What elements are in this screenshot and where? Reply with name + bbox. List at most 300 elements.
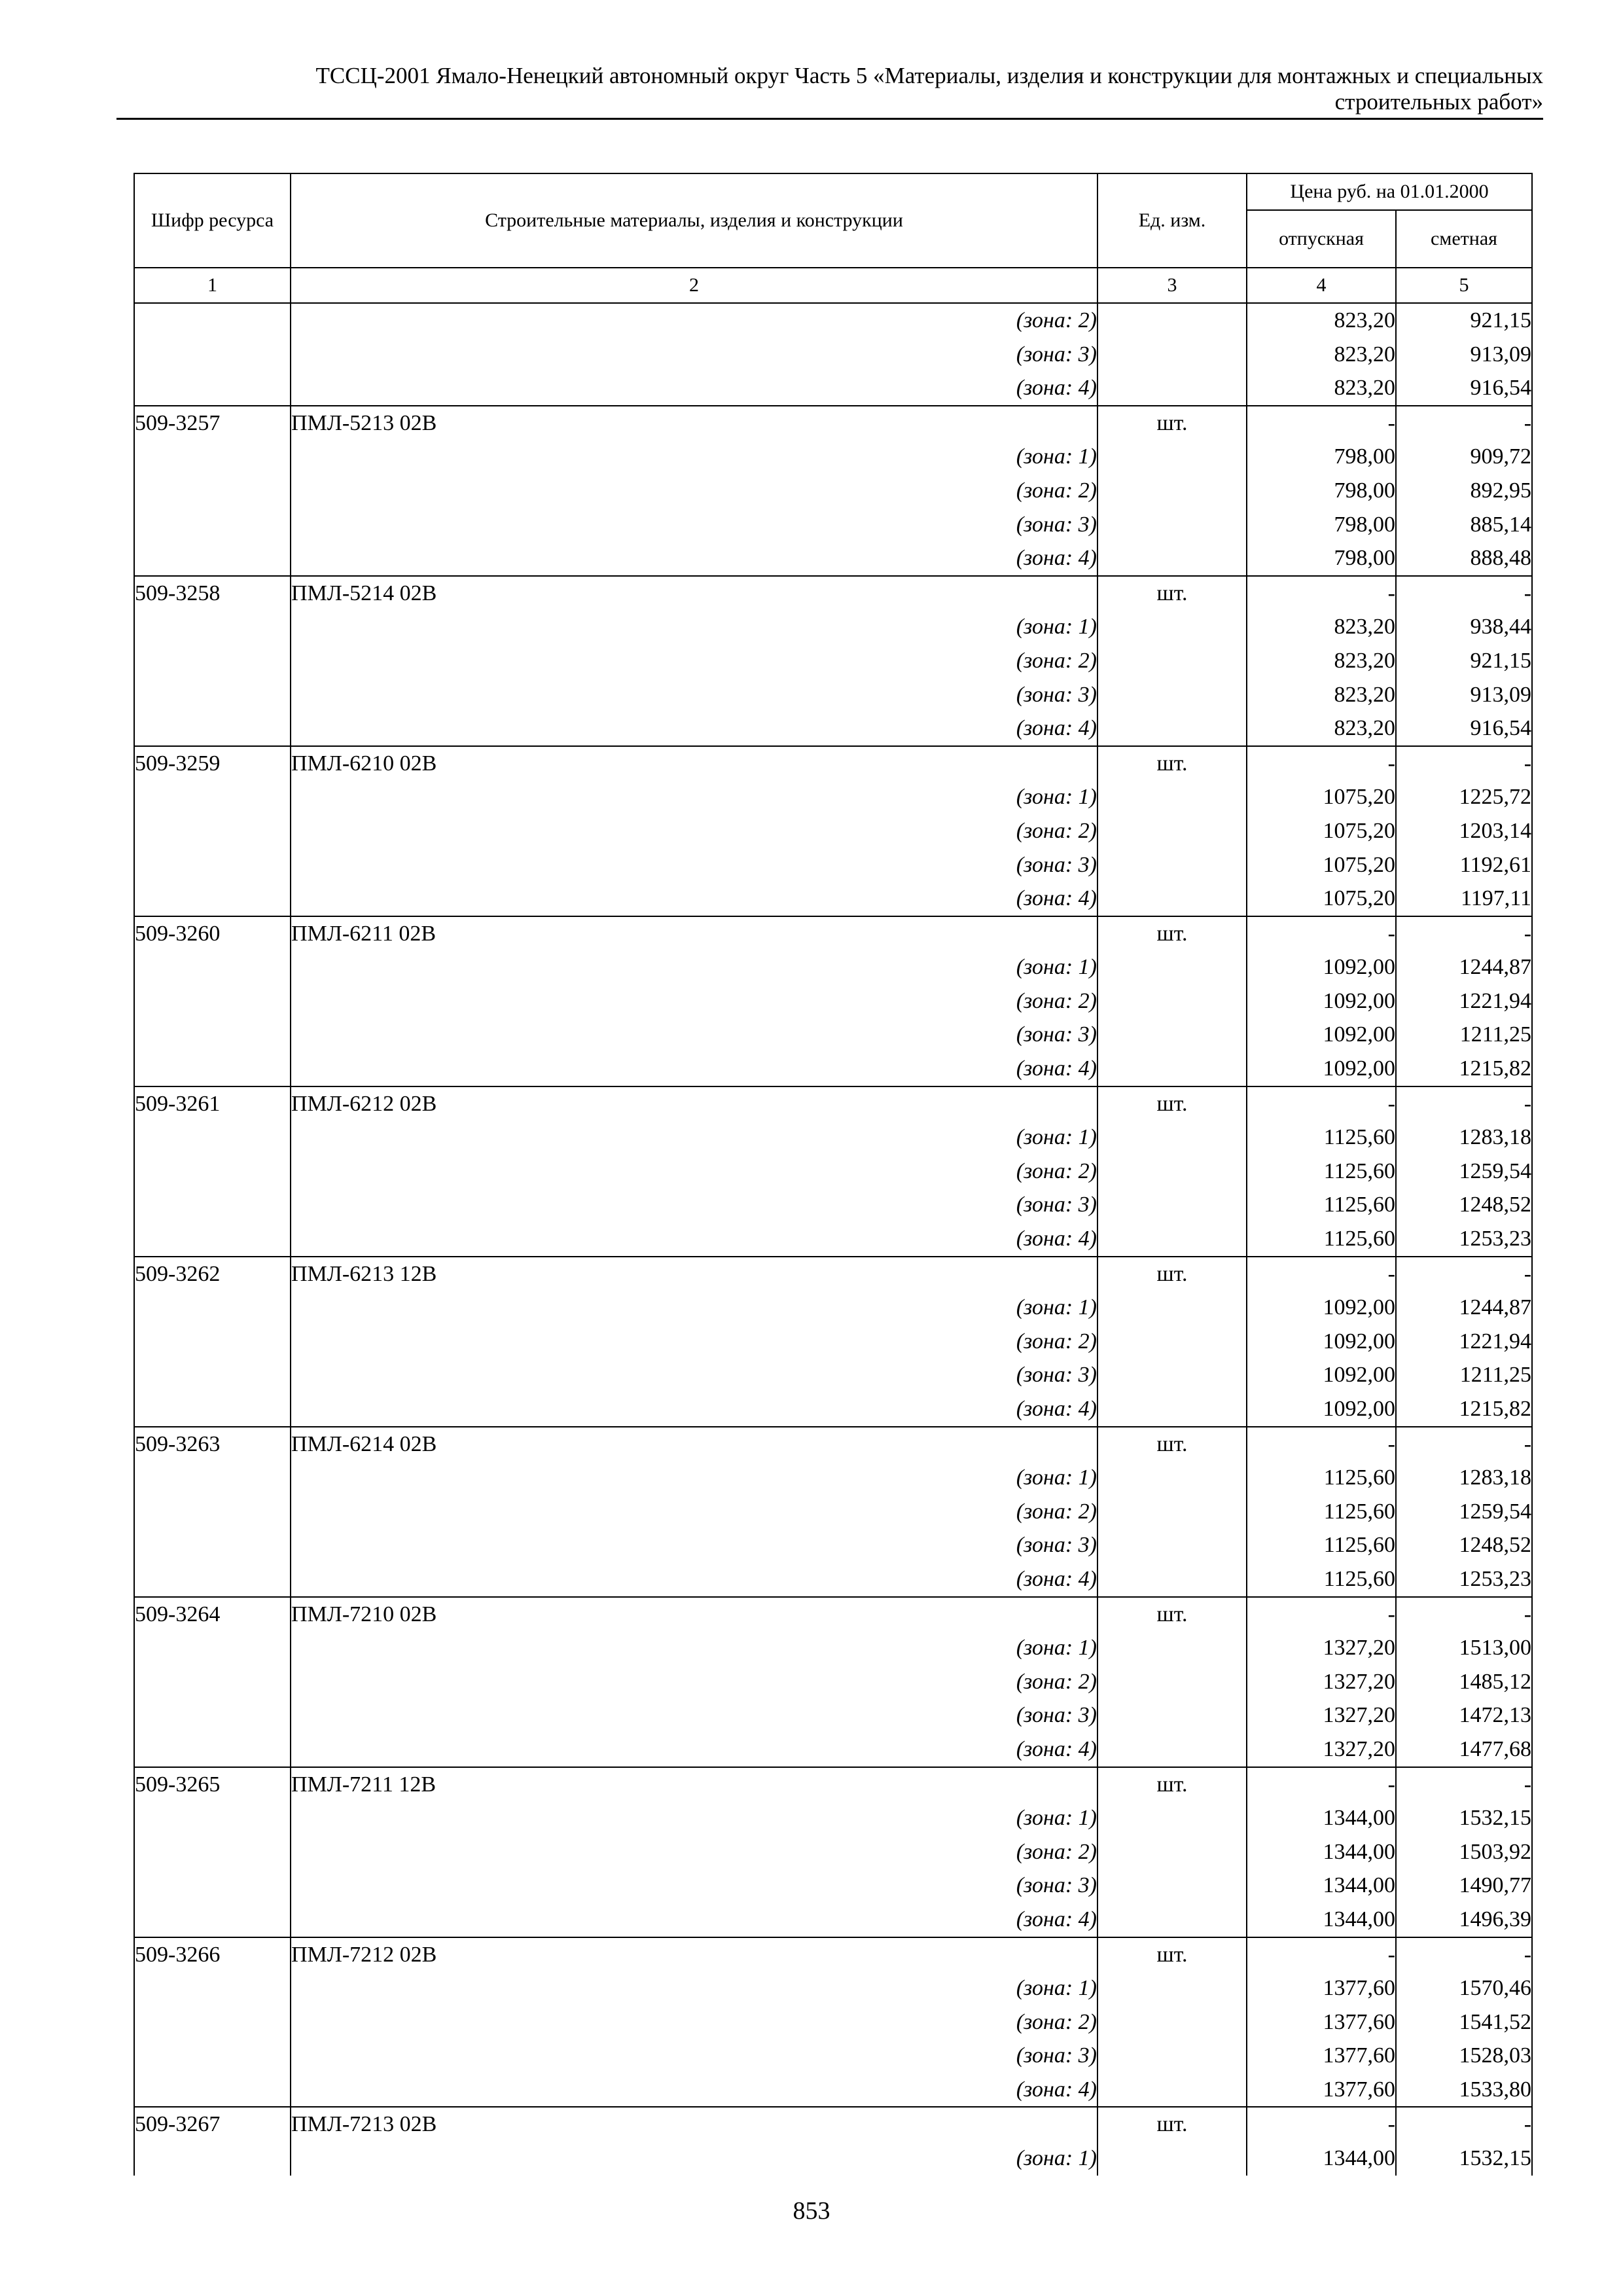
estimate-price: 1541,52 <box>1396 2005 1532 2039</box>
resource-code-cell <box>134 814 291 848</box>
release-price: 1092,00 <box>1247 984 1396 1018</box>
release-price: 798,00 <box>1247 440 1396 474</box>
resource-code-cell <box>134 1835 291 1869</box>
zone-label: (зона: 4) <box>291 1732 1097 1767</box>
release-price: - <box>1247 1257 1396 1291</box>
zone-row <box>134 303 1532 338</box>
release-price: 1125,60 <box>1247 1222 1396 1257</box>
resource-code-cell <box>134 2039 291 2073</box>
zone-label: (зона: 3) <box>291 1698 1097 1732</box>
unit-cell <box>1097 303 1247 338</box>
estimate-price: 1248,52 <box>1396 1528 1532 1562</box>
zone-label: (зона: 2) <box>291 984 1097 1018</box>
resource-code: 509-3258 <box>134 576 291 611</box>
release-price: 1092,00 <box>1247 1052 1396 1086</box>
estimate-price: 1248,52 <box>1396 1188 1532 1222</box>
unit-cell <box>1097 2142 1247 2176</box>
release-price: 1125,60 <box>1247 1188 1396 1222</box>
zone-row <box>134 1222 1532 1257</box>
release-price: - <box>1247 1086 1396 1121</box>
release-price: 1377,60 <box>1247 2005 1396 2039</box>
release-price: 1092,00 <box>1247 950 1396 984</box>
release-price: - <box>1247 1597 1396 1632</box>
unit-cell <box>1097 2073 1247 2108</box>
estimate-price: 885,14 <box>1396 508 1532 542</box>
zone-row <box>134 1495 1532 1529</box>
unit-cell <box>1097 1631 1247 1665</box>
release-price: - <box>1247 916 1396 951</box>
zone-row <box>134 1291 1532 1325</box>
resource-code: 509-3265 <box>134 1767 291 1802</box>
estimate-price: 1211,25 <box>1396 1018 1532 1052</box>
resource-code-cell <box>134 1528 291 1562</box>
col-number-4: 4 <box>1247 268 1396 303</box>
zone-row <box>134 780 1532 814</box>
zone-label: (зона: 3) <box>291 1018 1097 1052</box>
zone-label: (зона: 4) <box>291 1222 1097 1257</box>
zone-row <box>134 1188 1532 1222</box>
resource-code-cell <box>134 1495 291 1529</box>
release-price: 1125,60 <box>1247 1461 1396 1495</box>
estimate-price: 1490,77 <box>1396 1869 1532 1903</box>
unit-cell <box>1097 1903 1247 1937</box>
zone-row <box>134 541 1532 576</box>
zone-row <box>134 1801 1532 1835</box>
col-number-3: 3 <box>1097 268 1247 303</box>
release-price: 1377,60 <box>1247 1971 1396 2005</box>
zone-label: (зона: 1) <box>291 610 1097 644</box>
zone-label: (зона: 2) <box>291 1155 1097 1189</box>
zone-label: (зона: 2) <box>291 2005 1097 2039</box>
zone-row <box>134 984 1532 1018</box>
zone-row <box>134 1698 1532 1732</box>
estimate-price: 1211,25 <box>1396 1358 1532 1392</box>
release-price: 798,00 <box>1247 541 1396 576</box>
zone-label: (зона: 4) <box>291 1052 1097 1086</box>
release-price: 1075,20 <box>1247 814 1396 848</box>
zone-row <box>134 1461 1532 1495</box>
zone-label: (зона: 1) <box>291 950 1097 984</box>
estimate-price: - <box>1396 1767 1532 1802</box>
unit-cell <box>1097 1698 1247 1732</box>
zone-label: (зона: 1) <box>291 1971 1097 2005</box>
material-name: ПМЛ-7210 02В <box>291 1597 1097 1632</box>
unit-cell <box>1097 1835 1247 1869</box>
zone-row <box>134 1631 1532 1665</box>
zone-row <box>134 1392 1532 1427</box>
unit-cell <box>1097 678 1247 712</box>
resource-code-cell <box>134 1392 291 1427</box>
zone-label: (зона: 4) <box>291 1903 1097 1937</box>
release-price: - <box>1247 576 1396 611</box>
resource-code-cell <box>134 610 291 644</box>
resource-code-cell <box>134 1698 291 1732</box>
zone-label: (зона: 4) <box>291 711 1097 746</box>
zone-row <box>134 1052 1532 1086</box>
resource-code-cell <box>134 984 291 1018</box>
zone-label: (зона: 1) <box>291 1291 1097 1325</box>
unit-cell <box>1097 1052 1247 1086</box>
header-title-line1: ТССЦ-2001 Ямало-Ненецкий автономный округ Часть 5 «Материалы, изделия и конструкции для монтажных и специальных <box>315 63 1543 88</box>
resource-code-cell <box>134 1732 291 1767</box>
zone-row <box>134 508 1532 542</box>
zone-label: (зона: 2) <box>291 1665 1097 1699</box>
resource-code-cell <box>134 1631 291 1665</box>
release-price: 1377,60 <box>1247 2039 1396 2073</box>
item-row <box>134 1767 1532 1802</box>
unit-cell <box>1097 1325 1247 1359</box>
release-price: 1327,20 <box>1247 1665 1396 1699</box>
zone-label: (зона: 4) <box>291 2073 1097 2108</box>
estimate-price: 1221,94 <box>1396 1325 1532 1359</box>
release-price: 798,00 <box>1247 508 1396 542</box>
resource-code-cell <box>134 1222 291 1257</box>
zone-label: (зона: 3) <box>291 848 1097 882</box>
estimate-price: 1221,94 <box>1396 984 1532 1018</box>
item-row <box>134 1937 1532 1972</box>
col-code-header: Шифр ресурса <box>134 173 291 268</box>
zone-label: (зона: 3) <box>291 1869 1097 1903</box>
unit-of-measure: шт. <box>1097 1597 1247 1632</box>
unit-cell <box>1097 1801 1247 1835</box>
zone-row <box>134 644 1532 678</box>
zone-label: (зона: 3) <box>291 678 1097 712</box>
unit-cell <box>1097 541 1247 576</box>
material-name: ПМЛ-5214 02В <box>291 576 1097 611</box>
estimate-price: 1503,92 <box>1396 1835 1532 1869</box>
material-name: ПМЛ-6211 02В <box>291 916 1097 951</box>
price-table <box>134 173 1533 2176</box>
zone-row <box>134 440 1532 474</box>
release-price: 1344,00 <box>1247 1835 1396 1869</box>
zone-row <box>134 2005 1532 2039</box>
resource-code-cell <box>134 1971 291 2005</box>
zone-row <box>134 1665 1532 1699</box>
table-header <box>134 173 1532 303</box>
material-name: ПМЛ-6212 02В <box>291 1086 1097 1121</box>
resource-code: 509-3257 <box>134 406 291 440</box>
estimate-price: - <box>1396 406 1532 440</box>
unit-cell <box>1097 338 1247 372</box>
release-price: 823,20 <box>1247 711 1396 746</box>
zone-label: (зона: 4) <box>291 1392 1097 1427</box>
release-price: 1092,00 <box>1247 1392 1396 1427</box>
zone-label: (зона: 1) <box>291 440 1097 474</box>
unit-cell <box>1097 1291 1247 1325</box>
unit-cell <box>1097 711 1247 746</box>
unit-of-measure: шт. <box>1097 916 1247 951</box>
unit-cell <box>1097 1528 1247 1562</box>
zone-row <box>134 1155 1532 1189</box>
unit-cell <box>1097 440 1247 474</box>
estimate-price: - <box>1396 916 1532 951</box>
zone-label: (зона: 2) <box>291 1495 1097 1529</box>
zone-label: (зона: 1) <box>291 1121 1097 1155</box>
item-row <box>134 1257 1532 1291</box>
zone-row <box>134 1562 1532 1597</box>
page-header <box>116 63 1543 120</box>
page-number: 853 <box>793 2197 830 2225</box>
col-price-group-header: Цена руб. на 01.01.2000 <box>1247 173 1532 210</box>
unit-cell <box>1097 1971 1247 2005</box>
release-price: 823,20 <box>1247 303 1396 338</box>
estimate-price: 1528,03 <box>1396 2039 1532 2073</box>
zone-row <box>134 610 1532 644</box>
unit-cell <box>1097 474 1247 508</box>
zone-label: (зона: 2) <box>291 474 1097 508</box>
estimate-price: 1570,46 <box>1396 1971 1532 2005</box>
col-number-1: 1 <box>134 268 291 303</box>
estimate-price: 1225,72 <box>1396 780 1532 814</box>
material-name: ПМЛ-6210 02В <box>291 746 1097 781</box>
resource-code-cell <box>134 2142 291 2176</box>
estimate-price: - <box>1396 2107 1532 2142</box>
unit-cell <box>1097 371 1247 406</box>
resource-code: 509-3260 <box>134 916 291 951</box>
estimate-price: - <box>1396 1597 1532 1632</box>
estimate-price: 1513,00 <box>1396 1631 1532 1665</box>
resource-code: 509-3261 <box>134 1086 291 1121</box>
zone-row <box>134 338 1532 372</box>
material-name: ПМЛ-5213 02В <box>291 406 1097 440</box>
unit-cell <box>1097 1222 1247 1257</box>
estimate-price: 892,95 <box>1396 474 1532 508</box>
zone-label: (зона: 3) <box>291 1358 1097 1392</box>
release-price: 1092,00 <box>1247 1325 1396 1359</box>
unit-cell <box>1097 780 1247 814</box>
unit-of-measure: шт. <box>1097 746 1247 781</box>
material-name: ПМЛ-7213 02В <box>291 2107 1097 2142</box>
estimate-price: 921,15 <box>1396 644 1532 678</box>
resource-code: 509-3263 <box>134 1427 291 1462</box>
release-price: 823,20 <box>1247 678 1396 712</box>
release-price: 1344,00 <box>1247 1801 1396 1835</box>
zone-label: (зона: 2) <box>291 303 1097 338</box>
estimate-price: 1472,13 <box>1396 1698 1532 1732</box>
release-price: 1327,20 <box>1247 1698 1396 1732</box>
unit-cell <box>1097 950 1247 984</box>
zone-label: (зона: 2) <box>291 1835 1097 1869</box>
estimate-price: 1215,82 <box>1396 1392 1532 1427</box>
material-name: ПМЛ-7211 12В <box>291 1767 1097 1802</box>
col-name-header: Строительные материалы, изделия и конструкции <box>291 173 1097 268</box>
zone-label: (зона: 1) <box>291 2142 1097 2176</box>
zone-label: (зона: 3) <box>291 338 1097 372</box>
zone-row <box>134 1528 1532 1562</box>
unit-cell <box>1097 644 1247 678</box>
unit-cell <box>1097 1155 1247 1189</box>
release-price: 1125,60 <box>1247 1562 1396 1597</box>
resource-code-cell <box>134 1869 291 1903</box>
unit-of-measure: шт. <box>1097 1257 1247 1291</box>
estimate-price: 916,54 <box>1396 711 1532 746</box>
estimate-price: 913,09 <box>1396 678 1532 712</box>
zone-label: (зона: 1) <box>291 780 1097 814</box>
estimate-price: 1477,68 <box>1396 1732 1532 1767</box>
release-price: 798,00 <box>1247 474 1396 508</box>
unit-cell <box>1097 1018 1247 1052</box>
zone-row <box>134 1732 1532 1767</box>
unit-cell <box>1097 1562 1247 1597</box>
zone-row <box>134 1835 1532 1869</box>
release-price: 1125,60 <box>1247 1495 1396 1529</box>
resource-code-cell <box>134 1665 291 1699</box>
col-number-5: 5 <box>1396 268 1532 303</box>
col-number-2: 2 <box>291 268 1097 303</box>
resource-code-cell <box>134 1121 291 1155</box>
resource-code-cell <box>134 1903 291 1937</box>
release-price: - <box>1247 746 1396 781</box>
resource-code-cell <box>134 1052 291 1086</box>
estimate-price: 1532,15 <box>1396 1801 1532 1835</box>
resource-code-cell <box>134 338 291 372</box>
resource-code-cell <box>134 711 291 746</box>
resource-code-cell <box>134 644 291 678</box>
zone-label: (зона: 2) <box>291 644 1097 678</box>
item-row <box>134 1427 1532 1462</box>
estimate-price: 913,09 <box>1396 338 1532 372</box>
resource-code-cell <box>134 1018 291 1052</box>
resource-code-cell <box>134 1562 291 1597</box>
zone-row <box>134 882 1532 916</box>
resource-code: 509-3266 <box>134 1937 291 1972</box>
zone-label: (зона: 4) <box>291 882 1097 916</box>
estimate-price: - <box>1396 1257 1532 1291</box>
estimate-price: 1496,39 <box>1396 1903 1532 1937</box>
unit-cell <box>1097 2039 1247 2073</box>
resource-code-cell <box>134 678 291 712</box>
zone-label: (зона: 4) <box>291 371 1097 406</box>
unit-cell <box>1097 1495 1247 1529</box>
zone-label: (зона: 1) <box>291 1801 1097 1835</box>
material-name: ПМЛ-7212 02В <box>291 1937 1097 1972</box>
unit-cell <box>1097 814 1247 848</box>
resource-code: 509-3259 <box>134 746 291 781</box>
zone-label: (зона: 3) <box>291 2039 1097 2073</box>
release-price: 1092,00 <box>1247 1358 1396 1392</box>
release-price: 1075,20 <box>1247 780 1396 814</box>
estimate-price: 916,54 <box>1396 371 1532 406</box>
unit-cell <box>1097 2005 1247 2039</box>
estimate-price: 1215,82 <box>1396 1052 1532 1086</box>
estimate-price: 1197,11 <box>1396 882 1532 916</box>
col-release-header: отпускная <box>1247 210 1396 268</box>
zone-row <box>134 678 1532 712</box>
estimate-price: 921,15 <box>1396 303 1532 338</box>
release-price: - <box>1247 2107 1396 2142</box>
release-price: - <box>1247 406 1396 440</box>
estimate-price: - <box>1396 1937 1532 1972</box>
unit-cell <box>1097 1121 1247 1155</box>
estimate-price: 1244,87 <box>1396 1291 1532 1325</box>
zone-label: (зона: 3) <box>291 1188 1097 1222</box>
item-row <box>134 406 1532 440</box>
resource-code-cell <box>134 1461 291 1495</box>
zone-row <box>134 474 1532 508</box>
unit-of-measure: шт. <box>1097 1767 1247 1802</box>
item-row <box>134 576 1532 611</box>
unit-cell <box>1097 1358 1247 1392</box>
release-price: 1344,00 <box>1247 1903 1396 1937</box>
release-price: - <box>1247 1767 1396 1802</box>
release-price: - <box>1247 1937 1396 1972</box>
unit-cell <box>1097 1392 1247 1427</box>
release-price: 823,20 <box>1247 644 1396 678</box>
unit-of-measure: шт. <box>1097 1427 1247 1462</box>
unit-cell <box>1097 848 1247 882</box>
resource-code-cell <box>134 2005 291 2039</box>
estimate-price: 1283,18 <box>1396 1121 1532 1155</box>
estimate-price: 1253,23 <box>1396 1222 1532 1257</box>
material-name: ПМЛ-6214 02В <box>291 1427 1097 1462</box>
unit-cell <box>1097 1188 1247 1222</box>
resource-code-cell <box>134 780 291 814</box>
resource-code-cell <box>134 474 291 508</box>
estimate-price: 1192,61 <box>1396 848 1532 882</box>
resource-code-cell <box>134 541 291 576</box>
resource-code-cell <box>134 882 291 916</box>
zone-label: (зона: 2) <box>291 814 1097 848</box>
release-price: 823,20 <box>1247 338 1396 372</box>
zone-row <box>134 711 1532 746</box>
zone-row <box>134 1903 1532 1937</box>
estimate-price: 1259,54 <box>1396 1495 1532 1529</box>
unit-of-measure: шт. <box>1097 2107 1247 2142</box>
release-price: 1075,20 <box>1247 848 1396 882</box>
zone-row <box>134 1358 1532 1392</box>
zone-row <box>134 2039 1532 2073</box>
release-price: 1327,20 <box>1247 1631 1396 1665</box>
unit-cell <box>1097 1461 1247 1495</box>
resource-code-cell <box>134 371 291 406</box>
resource-code-cell <box>134 1325 291 1359</box>
release-price: 823,20 <box>1247 371 1396 406</box>
item-row <box>134 1086 1532 1121</box>
zone-row <box>134 848 1532 882</box>
zone-row <box>134 814 1532 848</box>
unit-of-measure: шт. <box>1097 1086 1247 1121</box>
unit-of-measure: шт. <box>1097 1937 1247 1972</box>
resource-code-cell <box>134 440 291 474</box>
resource-code-cell <box>134 848 291 882</box>
zone-label: (зона: 2) <box>291 1325 1097 1359</box>
zone-row <box>134 1121 1532 1155</box>
resource-code: 509-3264 <box>134 1597 291 1632</box>
resource-code-cell <box>134 303 291 338</box>
release-price: 1344,00 <box>1247 1869 1396 1903</box>
zone-row <box>134 1018 1532 1052</box>
item-row <box>134 1597 1532 1632</box>
estimate-price: - <box>1396 1086 1532 1121</box>
unit-of-measure: шт. <box>1097 406 1247 440</box>
zone-row <box>134 1971 1532 2005</box>
release-price: 1075,20 <box>1247 882 1396 916</box>
col-estimate-header: сметная <box>1396 210 1532 268</box>
estimate-price: 1244,87 <box>1396 950 1532 984</box>
estimate-price: 1532,15 <box>1396 2142 1532 2176</box>
resource-code-cell <box>134 1801 291 1835</box>
zone-row <box>134 1869 1532 1903</box>
release-price: 1092,00 <box>1247 1018 1396 1052</box>
estimate-price: 1533,80 <box>1396 2073 1532 2108</box>
estimate-price: - <box>1396 576 1532 611</box>
estimate-price: 888,48 <box>1396 541 1532 576</box>
estimate-price: 1203,14 <box>1396 814 1532 848</box>
estimate-price: 938,44 <box>1396 610 1532 644</box>
zone-row <box>134 950 1532 984</box>
col-unit-header: Ед. изм. <box>1097 173 1247 268</box>
resource-code-cell <box>134 1155 291 1189</box>
